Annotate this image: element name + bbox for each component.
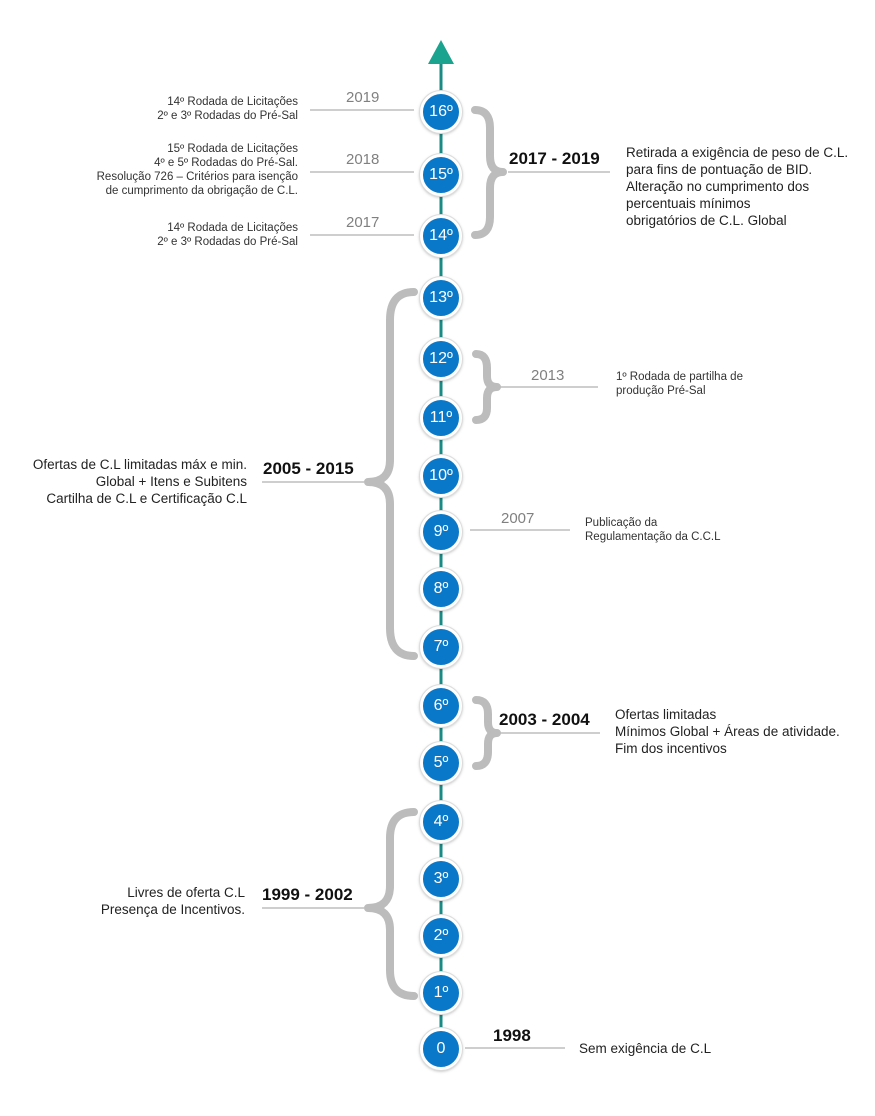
bracket-2013 — [476, 354, 497, 420]
bracket-2005-2015 — [368, 292, 414, 656]
round-node-5: 5º — [420, 742, 462, 784]
event-desc-2013: 1º Rodada de partilha de produção Pré-Sal — [616, 371, 743, 397]
event-desc-2018: 15º Rodada de Licitações 4º e 5º Rodadas do Pré-Sal. Resolução 726 – Critérios para isenção de cumprimento da obrigação de C.L. — [96, 143, 298, 197]
round-node-1: 1º — [420, 972, 462, 1014]
round-node-3: 3º — [420, 858, 462, 900]
period-years-2005-2015: 2005 - 2015 — [263, 459, 354, 478]
event-desc-2017: 14º Rodada de Licitações 2º e 3º Rodadas do Pré-Sal — [157, 222, 298, 248]
period-desc-1998: Sem exigência de C.L — [579, 1041, 712, 1056]
period-years-2003-2004: 2003 - 2004 — [499, 710, 590, 729]
bracket-2017-2019 — [475, 110, 503, 235]
bracket-2003-2004 — [476, 700, 497, 766]
bracket-1999-2002 — [368, 812, 414, 996]
event-desc-2007: Publicação da Regulamentação da C.C.L — [585, 517, 721, 543]
period-desc-1999-2002: Livres de oferta C.L Presença de Incentivos. — [100, 885, 245, 917]
round-node-2: 2º — [420, 915, 462, 957]
period-years-2017-2019: 2017 - 2019 — [509, 149, 600, 168]
axis-arrow-icon — [428, 40, 454, 64]
round-node-7: 7º — [420, 626, 462, 668]
round-node-8: 8º — [420, 568, 462, 610]
round-node-16: 16º — [420, 91, 462, 133]
event-year-2007: 2007 — [501, 510, 535, 527]
event-year-2017: 2017 — [346, 214, 380, 231]
round-node-14: 14º — [420, 215, 462, 257]
round-node-12: 12º — [420, 338, 462, 380]
period-desc-2005-2015: Ofertas de C.L limitadas máx e min. Global + Itens e Subitens Cartilha de C.L e Certificação C.L — [32, 457, 247, 506]
round-node-9: 9º — [420, 511, 462, 553]
event-desc-2019: 14º Rodada de Licitações 2º e 3º Rodadas do Pré-Sal — [157, 96, 298, 122]
period-years-1998: 1998 — [493, 1026, 531, 1045]
round-node-6: 6º — [420, 685, 462, 727]
round-node-10: 10º — [420, 455, 462, 497]
round-node-0: 0 — [420, 1028, 462, 1070]
period-desc-2017-2019: Retirada a exigência de peso de C.L. para fins de pontuação de BID. Alteração no cumprimento dos percentuais mínimos obrigatórios de C.L. Global — [626, 145, 849, 228]
period-desc-2003-2004: Ofertas limitadas Mínimos Global + Áreas de atividade. Fim dos incentivos — [615, 707, 840, 756]
period-years-1999-2002: 1999 - 2002 — [262, 885, 353, 904]
event-year-2018: 2018 — [346, 151, 380, 168]
round-node-11: 11º — [420, 397, 462, 439]
round-node-4: 4º — [420, 801, 462, 843]
event-year-2013: 2013 — [531, 367, 565, 384]
event-year-2019: 2019 — [346, 89, 380, 106]
round-node-13: 13º — [420, 277, 462, 319]
round-node-15: 15º — [420, 154, 462, 196]
